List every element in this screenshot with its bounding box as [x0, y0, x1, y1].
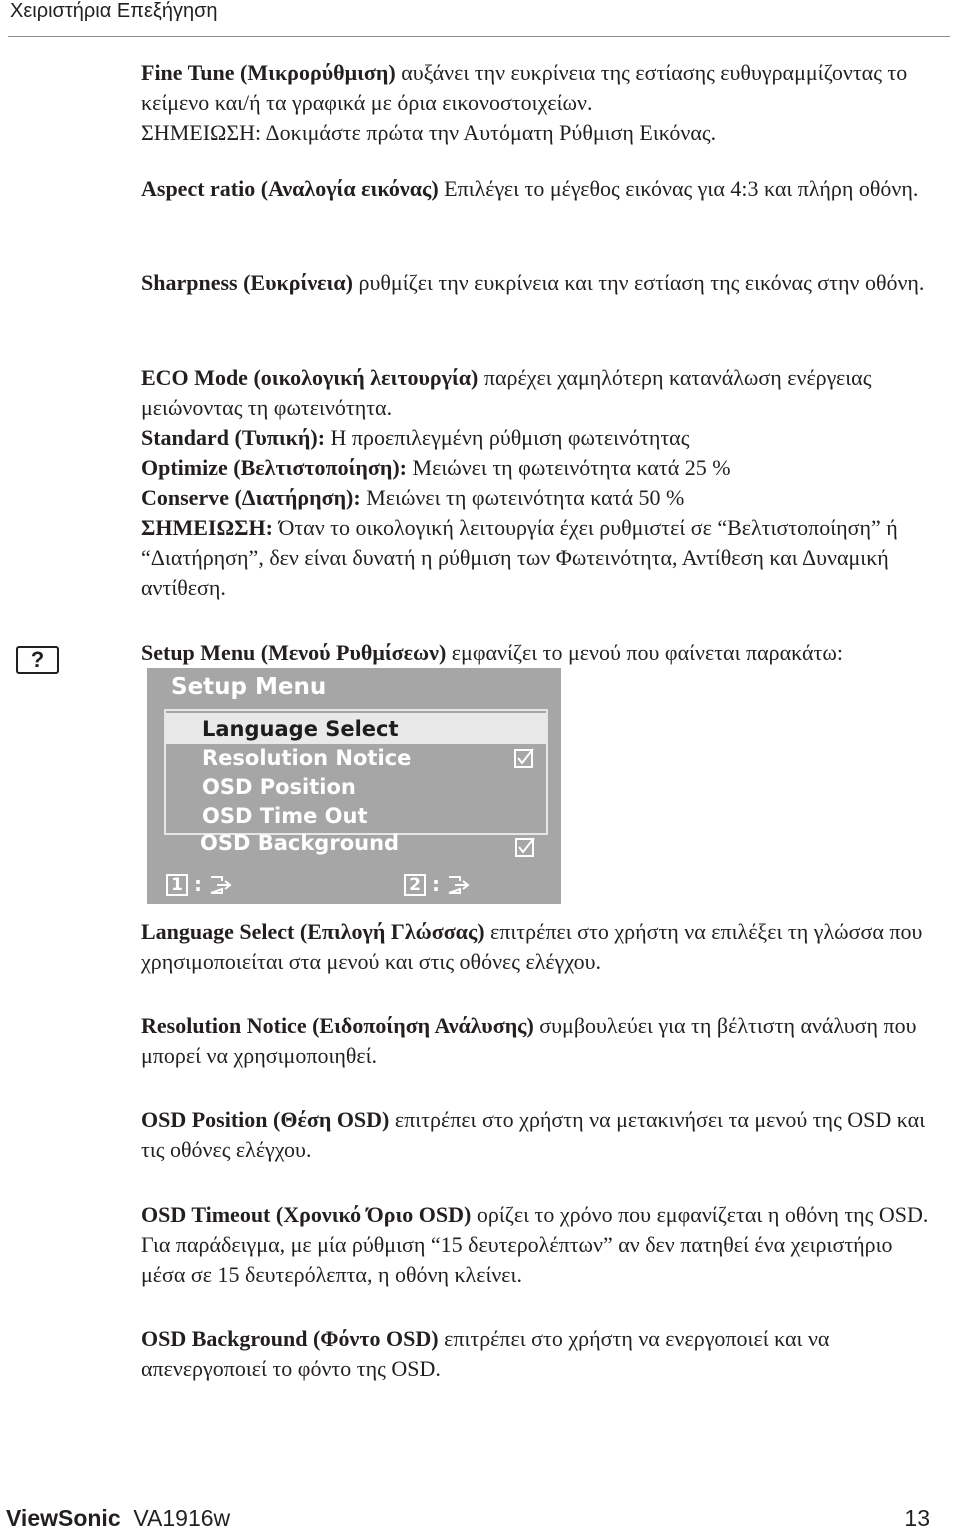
page-header-title: Χειριστήρια Επεξήγηση — [10, 0, 218, 22]
footer-page-number: 13 — [904, 1505, 930, 1531]
key-2-separator: : — [432, 872, 440, 896]
fine-tune-note-label: ΣΗΜΕΙΩΣΗ: — [141, 120, 262, 145]
setup-menu-paragraph — [141, 638, 941, 668]
eco-mode-paragraph — [141, 363, 941, 603]
osd-position-term: OSD Position (Θέση OSD) — [141, 1107, 390, 1132]
osd-item-osd-time-out[interactable]: OSD Time Out — [202, 804, 368, 828]
aspect-ratio-paragraph — [141, 174, 941, 204]
osd-timeout-paragraph — [141, 1200, 941, 1290]
header-divider — [8, 36, 950, 37]
sharpness-text: ρυθμίζει την ευκρίνεια και την εστίαση της εικόνας στην οθόνη. — [352, 270, 925, 295]
osd-menu-title: Setup Menu — [171, 674, 327, 700]
enter-icon — [447, 875, 471, 895]
resolution-notice-term: Resolution Notice (Ειδοποίηση Ανάλυσης) — [141, 1013, 534, 1038]
sharpness-paragraph — [141, 268, 941, 298]
footer-brand-name: ViewSonic — [6, 1505, 121, 1531]
aspect-ratio-text: Επιλέγει το μέγεθος εικόνας για 4:3 και πλήρη οθόνη. — [438, 176, 919, 201]
language-select-term: Language Select (Επιλογή Γλώσσας) — [141, 919, 485, 944]
footer-model: VA1916w — [133, 1505, 231, 1531]
eco-optimize-label: Optimize (Βελτιστοποίηση): — [141, 455, 408, 480]
osd-position-paragraph — [141, 1105, 941, 1165]
setup-menu-text: εμφανίζει το μενού που φαίνεται παρακάτω: — [446, 640, 843, 665]
osd-item-resolution-notice[interactable]: Resolution Notice — [202, 746, 412, 770]
osd-item-language-select[interactable]: Language Select — [202, 717, 399, 741]
eco-note-label: ΣΗΜΕΙΩΣΗ: — [141, 515, 273, 540]
osd-menu-list — [164, 709, 548, 835]
eco-conserve-label: Conserve (Διατήρηση): — [141, 485, 361, 510]
osd-item-osd-position[interactable]: OSD Position — [202, 775, 356, 799]
osd-setup-menu — [147, 668, 561, 904]
eco-note-text: Όταν το οικολογική λειτουργία έχει ρυθμιστεί σε “Βελτιστοποίηση” ή “Διατήρηση”, δεν είναι δυνατή η ρύθμιση των Φωτεινότητα, Αντίθεση και Δυναμική αντίθεση. — [141, 515, 898, 600]
osd-item-osd-background[interactable]: OSD Background — [200, 831, 400, 855]
footer-brand — [6, 1505, 230, 1532]
aspect-ratio-term: Aspect ratio (Αναλογία εικόνας) — [141, 176, 439, 201]
resolution-notice-text: συμβουλεύει για τη βέλτιστη ανάλυση που μπορεί να χρησιμοποιηθεί. — [141, 1013, 917, 1068]
osd-timeout-term: OSD Timeout (Χρονικό Όριο OSD) — [141, 1202, 472, 1227]
osd-position-text: επιτρέπει στο χρήστη να μετακινήσει τα μενού της OSD και τις οθόνες ελέγχου. — [141, 1107, 926, 1162]
eco-mode-term: ECO Mode (οικολογική λειτουργία) — [141, 365, 479, 390]
language-select-text: επιτρέπει στο χρήστη να επιλέξει τη γλώσσα που χρησιμοποιείται στα μενού και στις οθόνες ελέγχου. — [141, 919, 923, 974]
key-1-separator: : — [194, 872, 202, 896]
eco-standard-text: Η προεπιλεγμένη ρύθμιση φωτεινότητας — [325, 425, 690, 450]
sharpness-term: Sharpness (Ευκρίνεια) — [141, 270, 353, 295]
fine-tune-paragraph — [141, 58, 941, 148]
resolution-notice-paragraph — [141, 1011, 941, 1071]
eco-standard-label: Standard (Τυπική): — [141, 425, 326, 450]
osd-background-text: επιτρέπει στο χρήστη να ενεργοποιεί και να απενεργοποιεί το φόντο της OSD. — [141, 1326, 830, 1381]
eco-mode-text: παρέχει χαμηλότερη κατανάλωση ενέργειας μειώνοντας τη φωτεινότητα. — [141, 365, 872, 420]
language-select-paragraph — [141, 917, 941, 977]
eco-conserve-text: Μειώνει τη φωτεινότητα κατά 50 % — [360, 485, 685, 510]
setup-menu-term: Setup Menu (Μενού Ρυθμίσεων) — [141, 640, 447, 665]
osd-background-paragraph — [141, 1324, 941, 1384]
fine-tune-note-text: Δοκιμάστε πρώτα την Αυτόματη Ρύθμιση Εικόνας. — [261, 120, 717, 145]
fine-tune-text: αυξάνει την ευκρίνεια της εστίασης ευθυγραμμίζοντας το κείμενο και/ή τα γραφικά με όρια εικονοστοιχείων. — [141, 60, 908, 115]
osd-menu-footer — [164, 874, 548, 898]
eco-optimize-text: Μειώνει τη φωτεινότητα κατά 25 % — [407, 455, 731, 480]
osd-timeout-text: ορίζει το χρόνο που εμφανίζεται η οθόνη της OSD. Για παράδειγμα, με μία ρύθμιση “15 δευτερολέπτων” αν δεν πατηθεί ένα χειριστήριο μέσα σε 15 δευτερόλεπτα, η οθόνη κλείνει. — [141, 1202, 929, 1287]
fine-tune-term: Fine Tune (Μικρορύθμιση) — [141, 60, 396, 85]
enter-icon — [209, 875, 233, 895]
key-2-button[interactable]: 2 — [404, 874, 426, 896]
checkbox-checked-icon[interactable] — [513, 747, 535, 769]
key-1-button[interactable]: 1 — [166, 874, 188, 896]
help-question-icon: ? — [16, 646, 59, 674]
osd-background-term: OSD Background (Φόντο OSD) — [141, 1326, 439, 1351]
checkbox-checked-icon[interactable] — [514, 836, 536, 858]
